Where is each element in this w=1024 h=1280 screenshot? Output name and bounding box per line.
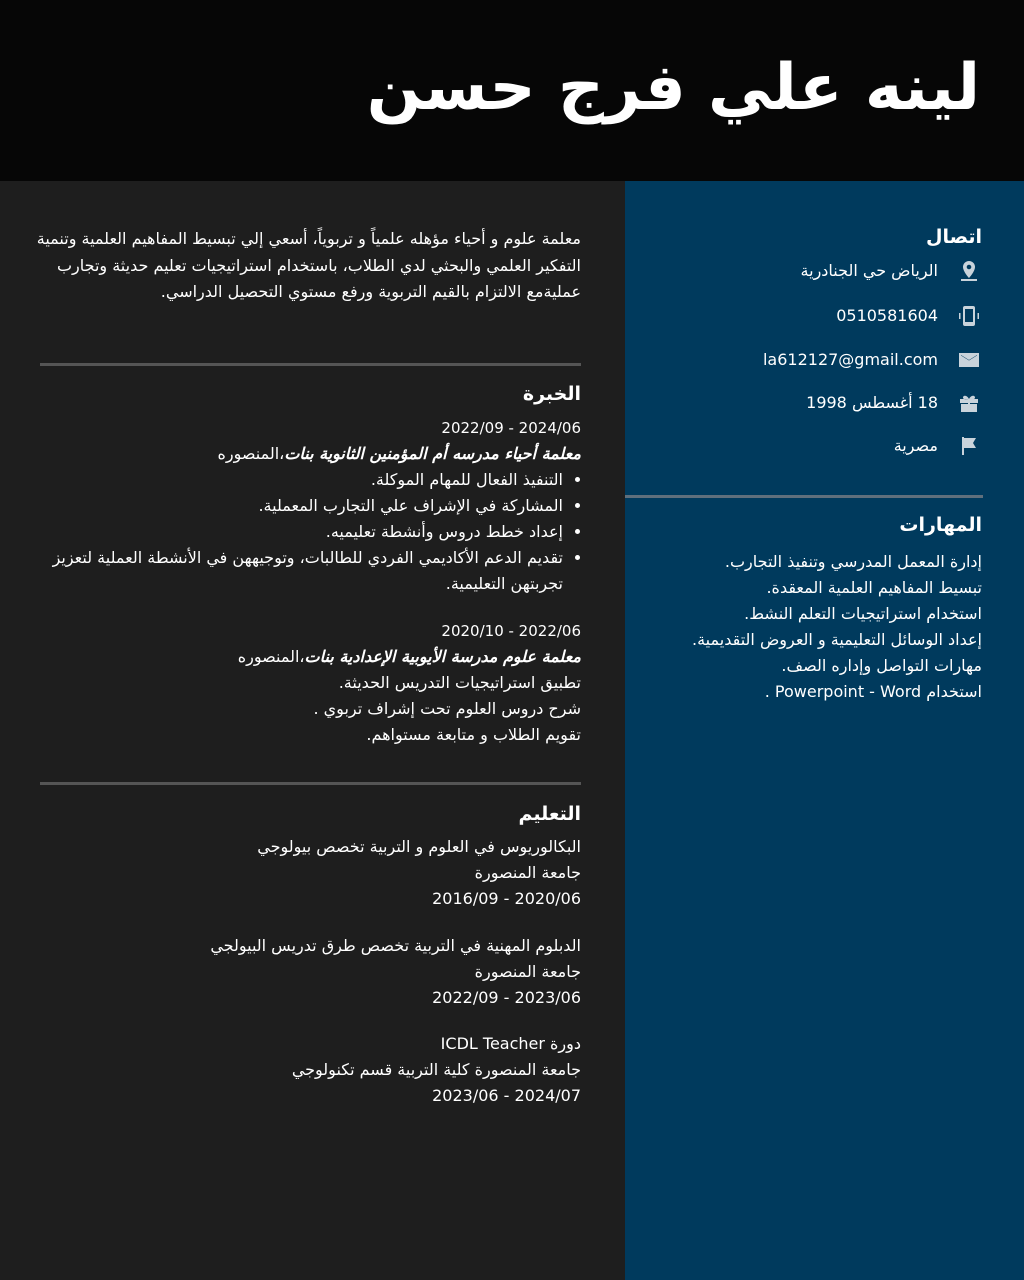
skills-title: المهارات	[899, 514, 982, 536]
job-duties	[36, 467, 581, 597]
job-role: معلمة علوم مدرسة الأيوبية الإعدادية بنات	[304, 647, 581, 666]
contact-email-text: la612127@gmail.com	[762, 350, 938, 369]
skill-item: استخدام استراتيجيات التعلم النشط.	[744, 604, 982, 623]
contact-nationality-text: مصرية	[893, 436, 938, 455]
job-duty: تطبيق استراتيجيات التدريس الحديثة.	[338, 673, 581, 692]
contact-email	[682, 345, 982, 375]
job-duty: شرح دروس العلوم تحت إشراف تربوي .	[313, 699, 581, 718]
skills-list	[682, 549, 982, 705]
skill-item: استخدام Powerpoint - Word .	[764, 682, 982, 701]
job-place: ،المنصوره	[237, 647, 305, 666]
education-date: 2016/09 - 2020/06	[432, 889, 581, 908]
education-section	[36, 801, 581, 827]
job-date: 2022/09 - 2024/06	[441, 419, 581, 437]
education-school: جامعة المنصورة	[474, 962, 581, 981]
profile-summary: معلمة علوم و أحياء مؤهله علمياً و تربوياً، أسعي إلي تبسيط المفاهيم العلمية وتنمية التفكير العلمي والبحثي لدي الطلاب، باستخدام استراتيجيات تعليم حديثة وتجارب عمليةمع الالتزام بالقيم التربوية ورفع مستوي التحصيل الدراسي.	[36, 229, 581, 301]
education-school: جامعة المنصورة كلية التربية قسم تكنولوجي	[291, 1060, 581, 1079]
job-entry	[36, 618, 581, 748]
experience-section	[36, 381, 581, 407]
contact-birthday	[682, 388, 982, 418]
job-duty: • إعداد خطط دروس وأنشطة تعليميه.	[36, 519, 563, 545]
job-duty: • تقديم الدعم الأكاديمي الفردي للطالبات، وتوجيههن في الأنشطة العملية لتعزيز تجربتهن التعليمية.	[36, 545, 563, 597]
education-date: 2023/06 - 2024/07	[432, 1086, 581, 1105]
education-entry	[36, 834, 581, 912]
education-title: التعليم	[518, 803, 581, 825]
job-title	[36, 644, 581, 670]
education-degree: الدبلوم المهنية في التربية تخصص طرق تدريس البيولجي	[210, 936, 581, 955]
education-date: 2022/09 - 2023/06	[432, 988, 581, 1007]
skill-item: مهارات التواصل وإداره الصف.	[781, 656, 982, 675]
skill-item: إعداد الوسائل التعليمية و العروض التقديمية.	[692, 630, 982, 649]
job-title	[36, 441, 581, 467]
contact-location	[682, 256, 982, 286]
experience-divider	[40, 782, 581, 785]
person-name: لينه علي فرج حسن	[366, 51, 980, 125]
contact-nationality	[682, 431, 982, 461]
education-entry	[36, 933, 581, 1011]
job-duties	[36, 670, 581, 748]
education-degree: البكالوريوس في العلوم و التربية تخصص بيولوجي	[257, 837, 581, 856]
header-band	[0, 0, 1024, 181]
education-school: جامعة المنصورة	[474, 863, 581, 882]
job-entry	[36, 415, 581, 597]
contact-birthday-text: 18 أغسطس 1998	[806, 393, 938, 412]
phone-icon	[956, 303, 982, 329]
experience-title: الخبرة	[522, 383, 581, 405]
location-pin-icon	[956, 258, 982, 284]
email-icon	[956, 347, 982, 373]
sidebar-divider	[625, 495, 983, 498]
contact-title: اتصال	[926, 226, 982, 248]
job-role: معلمة أحياء مدرسه أم المؤمنين الثانوية بنات	[284, 444, 581, 463]
job-date: 2020/10 - 2022/06	[441, 622, 581, 640]
gift-icon	[956, 390, 982, 416]
job-duty: • التنفيذ الفعال للمهام الموكلة.	[36, 467, 563, 493]
contact-location-text: الرياض حي الجنادرية	[800, 261, 938, 280]
skill-item: تبسيط المفاهيم العلمية المعقدة.	[766, 578, 982, 597]
contact-phone	[682, 301, 982, 331]
job-place: ،المنصوره	[217, 444, 285, 463]
education-entry	[36, 1031, 581, 1109]
contact-phone-text: 0510581604	[836, 306, 938, 325]
education-degree: دورة ICDL Teacher	[440, 1034, 581, 1053]
job-duty: تقويم الطلاب و متابعة مستواهم.	[366, 725, 581, 744]
flag-icon	[956, 433, 982, 459]
job-duty: • المشاركة في الإشراف علي التجارب المعملية.	[36, 493, 563, 519]
summary-divider	[40, 363, 581, 366]
skill-item: إدارة المعمل المدرسي وتنفيذ التجارب.	[724, 552, 982, 571]
